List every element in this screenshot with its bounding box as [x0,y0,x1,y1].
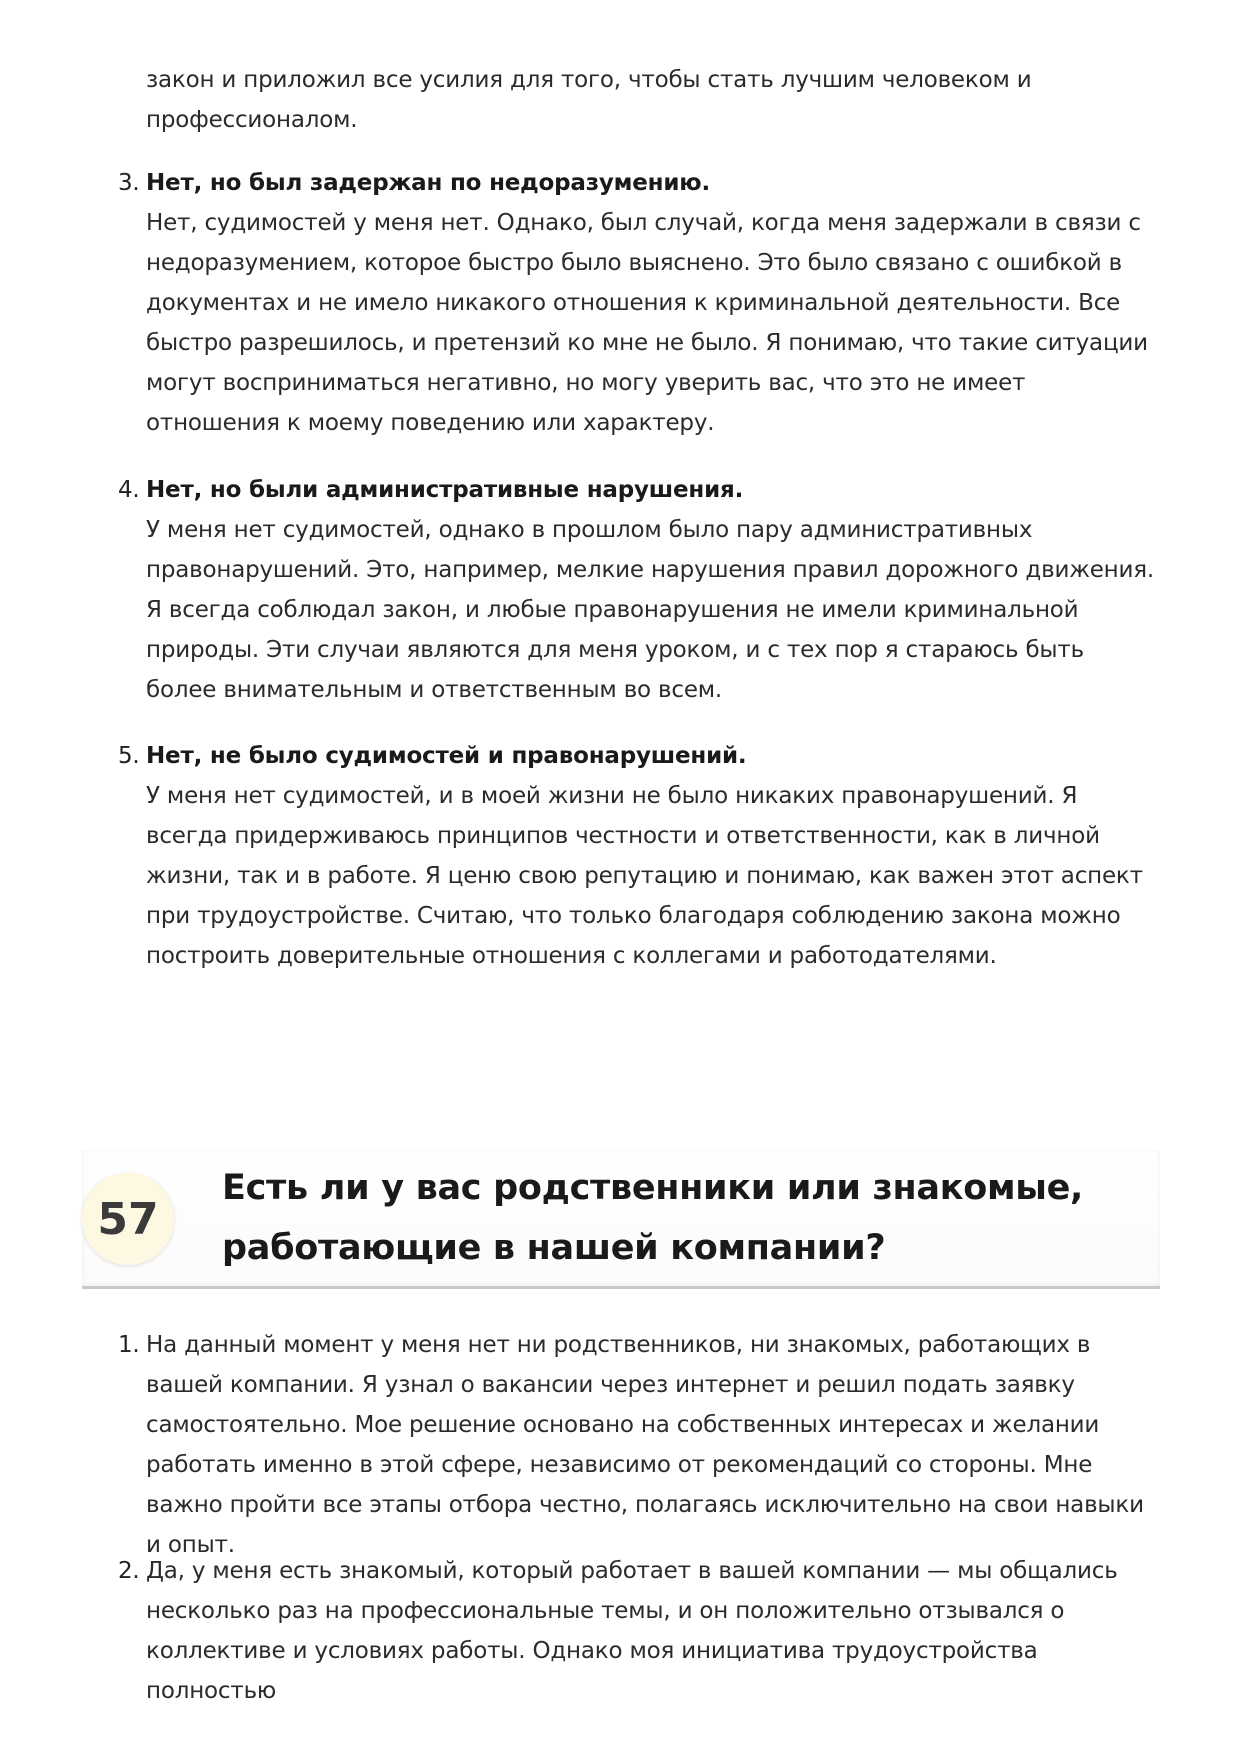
answer-item [118,163,1156,443]
intro-fragment-text: закон и приложил все усилия для того, чтобы стать лучшим человеком и профессионалом. [146,67,1032,133]
section-number-badge: 57 [82,1173,174,1265]
answer-item [118,1551,1156,1711]
answer-item [118,470,1156,710]
answer-body: Нет, судимостей у меня нет. Однако, был случай, когда меня задержали в связи с недоразумением, которое быстро было выяснено. Это было связано с ошибкой в документах и не имело никакого отношения к криминальной деятельности. Все быстро разрешилось, и претензий ко мне не было. Я понимаю, что такие ситуации могут восприниматься негативно, но могу уверить вас, что это не имеет отношения к моему поведению или характеру. [146,210,1148,436]
answer-body: Да, у меня есть знакомый, который работает в вашей компании — мы общались несколько раз на профессиональные темы, и он положительно отзывался о коллективе и условиях работы. Однако моя инициатива трудоустройства полностью [146,1558,1118,1704]
answer-number: 4. [118,477,140,503]
answer-number: 5. [118,743,140,769]
answer-body: На данный момент у меня нет ни родственников, ни знакомых, работающих в вашей компании. Я узнал о вакансии через интернет и решил подать заявку самостоятельно. Мое решение основано на собственных интересах и желании работать именно в этой сфере, независимо от рекомендаций со стороны. Мне важно пройти все этапы отбора честно, полагаясь исключительно на свои навыки и опыт. [146,1332,1144,1558]
answer-number: 1. [118,1332,140,1358]
intro-fragment [146,60,1156,140]
answer-number: 2. [118,1558,140,1584]
answer-body: У меня нет судимостей, и в моей жизни не было никаких правонарушений. Я всегда придерживаюсь принципов честности и ответственности, как в личной жизни, так и в работе. Я ценю свою репутацию и понимаю, как важен этот аспект при трудоустройстве. Считаю, что только благодаря соблюдению закона можно построить доверительные отношения с коллегами и работодателями. [146,783,1143,969]
answer-item [118,736,1156,976]
answer-item [118,1325,1156,1565]
answer-title: Нет, но был задержан по недоразумению. [146,170,710,196]
section-header [82,1150,1160,1289]
answer-title: Нет, но были административные нарушения. [146,477,744,503]
answer-number: 3. [118,170,140,196]
section-title: Есть ли у вас родственники или знакомые, работающие в нашей компании? [222,1168,1084,1268]
answer-title: Нет, не было судимостей и правонарушений. [146,743,747,769]
answer-body: У меня нет судимостей, однако в прошлом было пару административных правонарушений. Это, например, мелкие нарушения правил дорожного движения. Я всегда соблюдал закон, и любые правонарушения не имели криминальной природы. Эти случаи являются для меня уроком, и с тех пор я стараюсь быть более внимательным и ответственным во всем. [146,517,1155,703]
